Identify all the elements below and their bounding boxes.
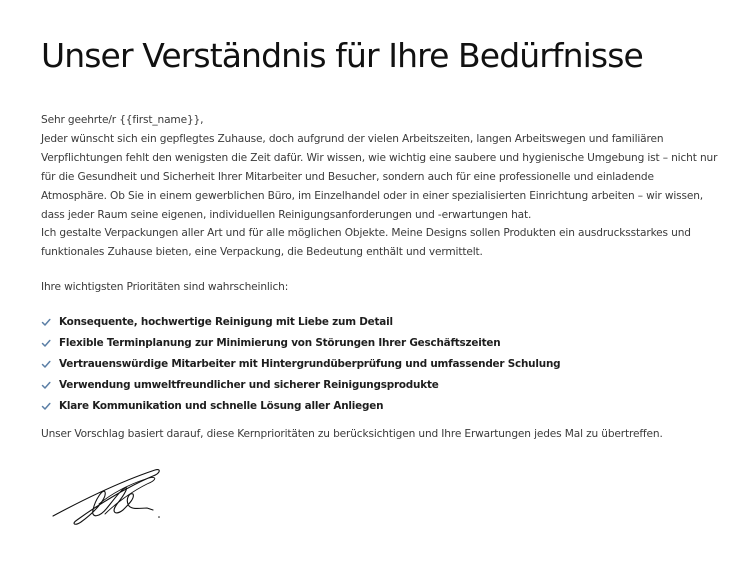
signature-icon bbox=[49, 464, 169, 534]
check-icon bbox=[41, 401, 51, 411]
check-icon bbox=[41, 338, 51, 348]
body-text bbox=[41, 111, 721, 262]
greeting: Sehr geehrte/r {{first_name}}, bbox=[41, 114, 204, 126]
list-item bbox=[41, 311, 560, 332]
list-item bbox=[41, 395, 560, 416]
priorities-intro: Ihre wichtigsten Prioritäten sind wahrscheinlich: bbox=[41, 281, 289, 293]
check-icon bbox=[41, 317, 51, 327]
list-item bbox=[41, 374, 560, 395]
priority-text: Verwendung umweltfreundlicher und sicherer Reinigungsprodukte bbox=[59, 378, 439, 391]
list-item bbox=[41, 332, 560, 353]
paragraph-2: Ich gestalte Verpackungen aller Art und für alle möglichen Objekte. Meine Designs sollen Produkten ein ausdrucksstarkes und funktionales Zuhause bieten, eine Verpackung, die Bedeutung enthält und vermittelt. bbox=[41, 227, 691, 259]
priority-text: Flexible Terminplanung zur Minimierung von Störungen Ihrer Geschäftszeiten bbox=[59, 336, 501, 349]
closing-text: Unser Vorschlag basiert darauf, diese Kernprioritäten zu berücksichtigen und Ihre Erwartungen jedes Mal zu übertreffen. bbox=[41, 428, 663, 440]
priority-text: Klare Kommunikation und schnelle Lösung aller Anliegen bbox=[59, 399, 384, 412]
priority-text: Vertrauenswürdige Mitarbeiter mit Hintergrundüberprüfung und umfassender Schulung bbox=[59, 357, 561, 370]
check-icon bbox=[41, 359, 51, 369]
check-icon bbox=[41, 380, 51, 390]
paragraph-1: Jeder wünscht sich ein gepflegtes Zuhause, doch aufgrund der vielen Arbeitszeiten, langen Arbeitswegen und familiären Verpflichtungen fehlt den wenigsten die Zeit dafür. Wir wissen, wie wichtig eine saubere und hygienische Umgebung ist – nicht nur für die Gesundheit und Sicherheit Ihrer Mitarbeiter und Besucher, sondern auch für eine professionelle und einladende Atmosphäre. Ob Sie in einem gewerblichen Büro, im Einzelhandel oder in einer spezialisierten Einrichtung arbeiten – wir wissen, dass jeder Raum seine eigenen, individuellen Reinigungsanforderungen und -erwartungen hat. bbox=[41, 132, 718, 221]
priorities-list bbox=[41, 311, 560, 416]
priority-text: Konsequente, hochwertige Reinigung mit Liebe zum Detail bbox=[59, 315, 393, 328]
list-item bbox=[41, 353, 560, 374]
page-title: Unser Verständnis für Ihre Bedürfnisse bbox=[41, 36, 643, 75]
